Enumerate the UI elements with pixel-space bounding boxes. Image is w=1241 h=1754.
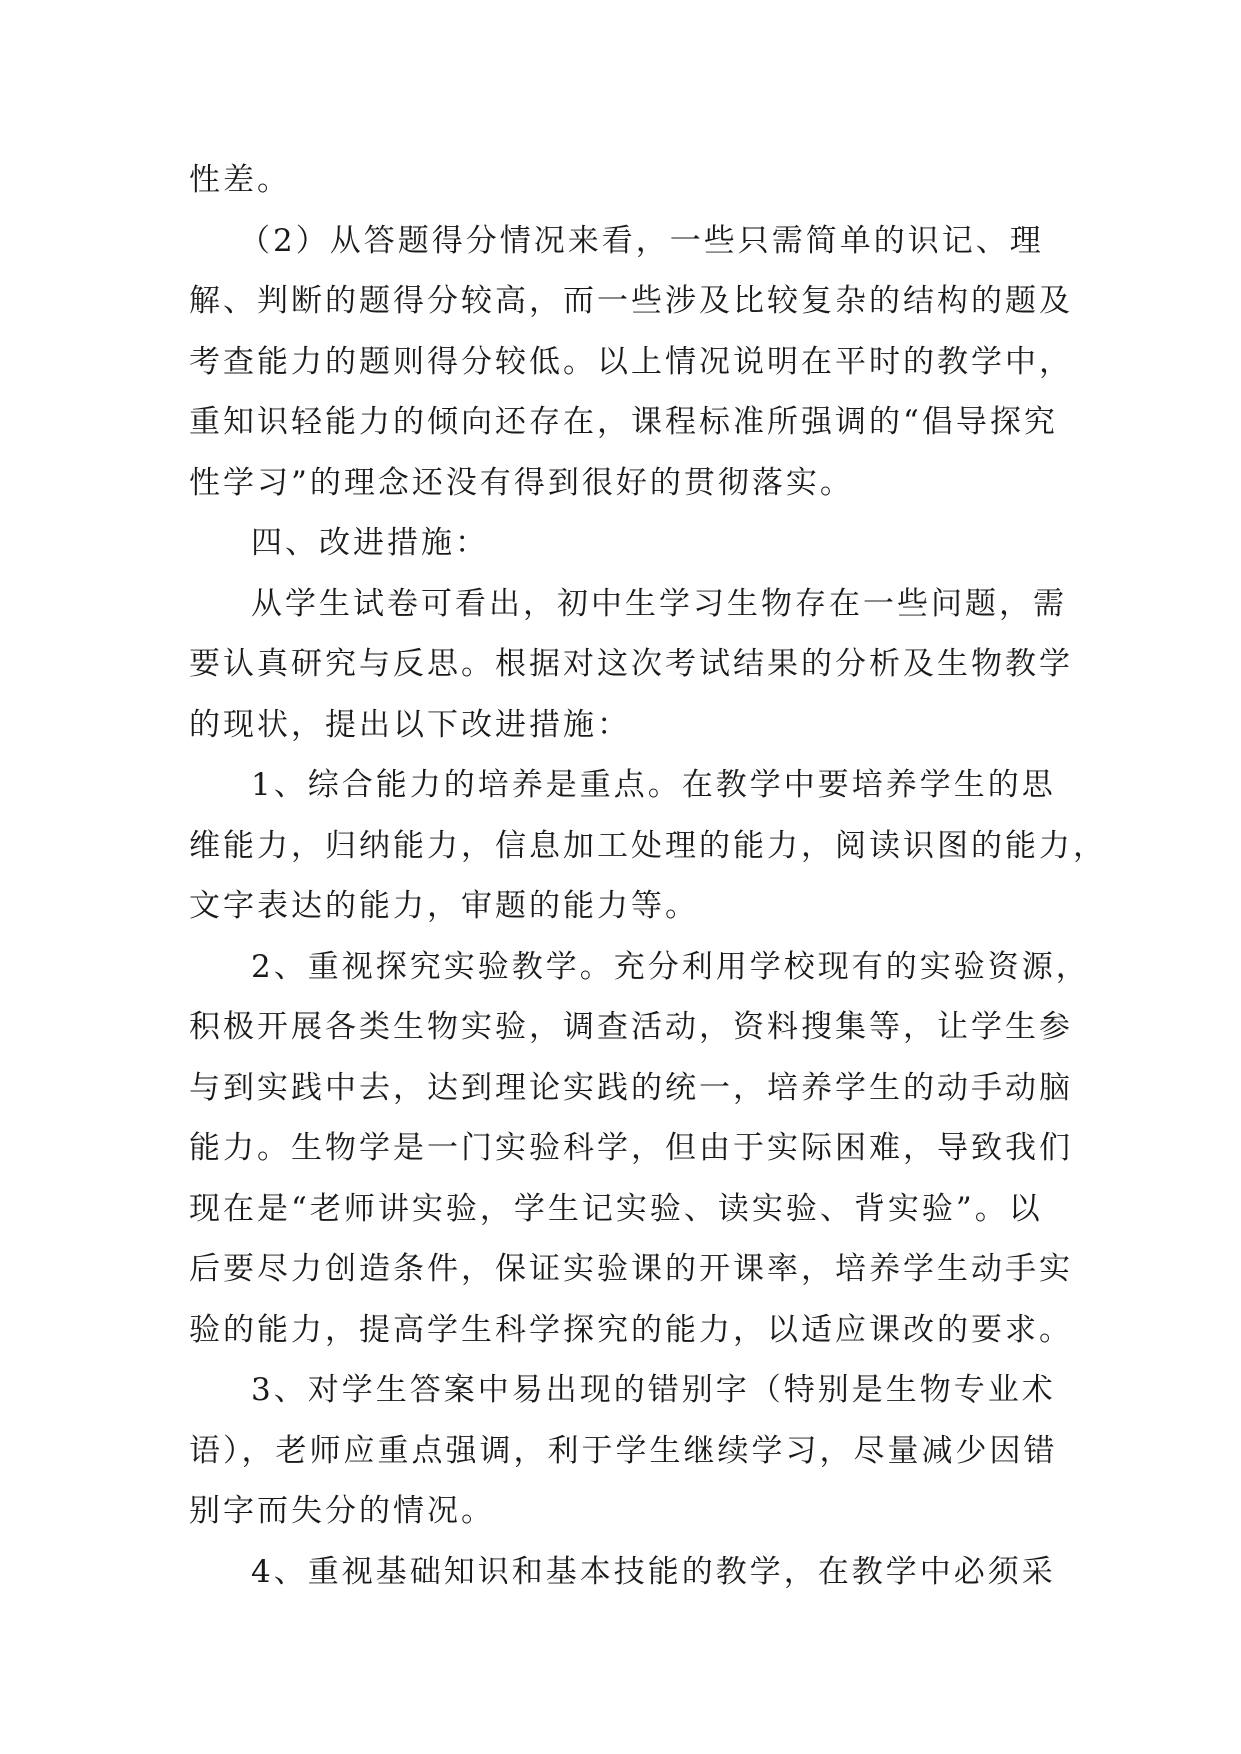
text-line: 解、判断的题得分较高，而一些涉及比较复杂的结构的题及	[189, 283, 1073, 319]
text-line: 别字而失分的情况。	[189, 1493, 495, 1529]
document-body	[189, 150, 1107, 1602]
text-line: 现在是“老师讲实验，学生记实验、读实验、背实验”。以	[189, 1190, 1043, 1227]
text-line: （2）从答题得分情况来看，一些只需简单的识记、理	[239, 222, 1044, 259]
text-line: 验的能力，提高学生科学探究的能力，以适应课改的要求。	[189, 1311, 1073, 1348]
text-line: 重知识轻能力的倾向还存在，课程标准所强调的“倡导探究	[189, 404, 1058, 440]
text-line: 能力。生物学是一门实验科学，但由于实际困难，导致我们	[189, 1130, 1073, 1166]
text-line: 1、综合能力的培养是重点。在教学中要培养学生的思	[251, 767, 1056, 803]
text-line: 文字表达的能力，审题的能力等。	[189, 888, 699, 924]
text-line: 要认真研究与反思。根据对这次考试结果的分析及生物教学	[189, 646, 1073, 682]
text-line: 积极开展各类生物实验，调查活动，资料搜集等，让学生参	[189, 1009, 1073, 1045]
text-line: 考查能力的题则得分较低。以上情况说明在平时的教学中，	[189, 343, 1073, 380]
text-line: 语），老师应重点强调，利于学生继续学习，尽量减少因错	[189, 1432, 1058, 1469]
section-heading: 四、改进措施：	[251, 525, 489, 561]
text-line: 4、重视基础知识和基本技能的教学，在教学中必须采	[251, 1553, 1056, 1590]
text-line: 后要尽力创造条件，保证实验课的开课率，培养学生动手实	[189, 1251, 1073, 1287]
text-line: 维能力，归纳能力，信息加工处理的能力，阅读识图的能力，	[189, 827, 1107, 864]
text-line: 性差。	[189, 162, 291, 198]
text-line: 从学生试卷可看出，初中生学习生物存在一些问题，需	[251, 585, 1067, 622]
text-line: 2、重视探究实验教学。充分利用学校现有的实验资源，	[251, 948, 1090, 985]
text-line: 与到实践中去，达到理论实践的统一，培养学生的动手动脑	[189, 1069, 1073, 1106]
text-line: 的现状，提出以下改进措施：	[189, 706, 631, 743]
text-line: 性学习”的理念还没有得到很好的贯彻落实。	[189, 464, 854, 501]
text-line: 3、对学生答案中易出现的错别字（特别是生物专业术	[251, 1372, 1056, 1408]
